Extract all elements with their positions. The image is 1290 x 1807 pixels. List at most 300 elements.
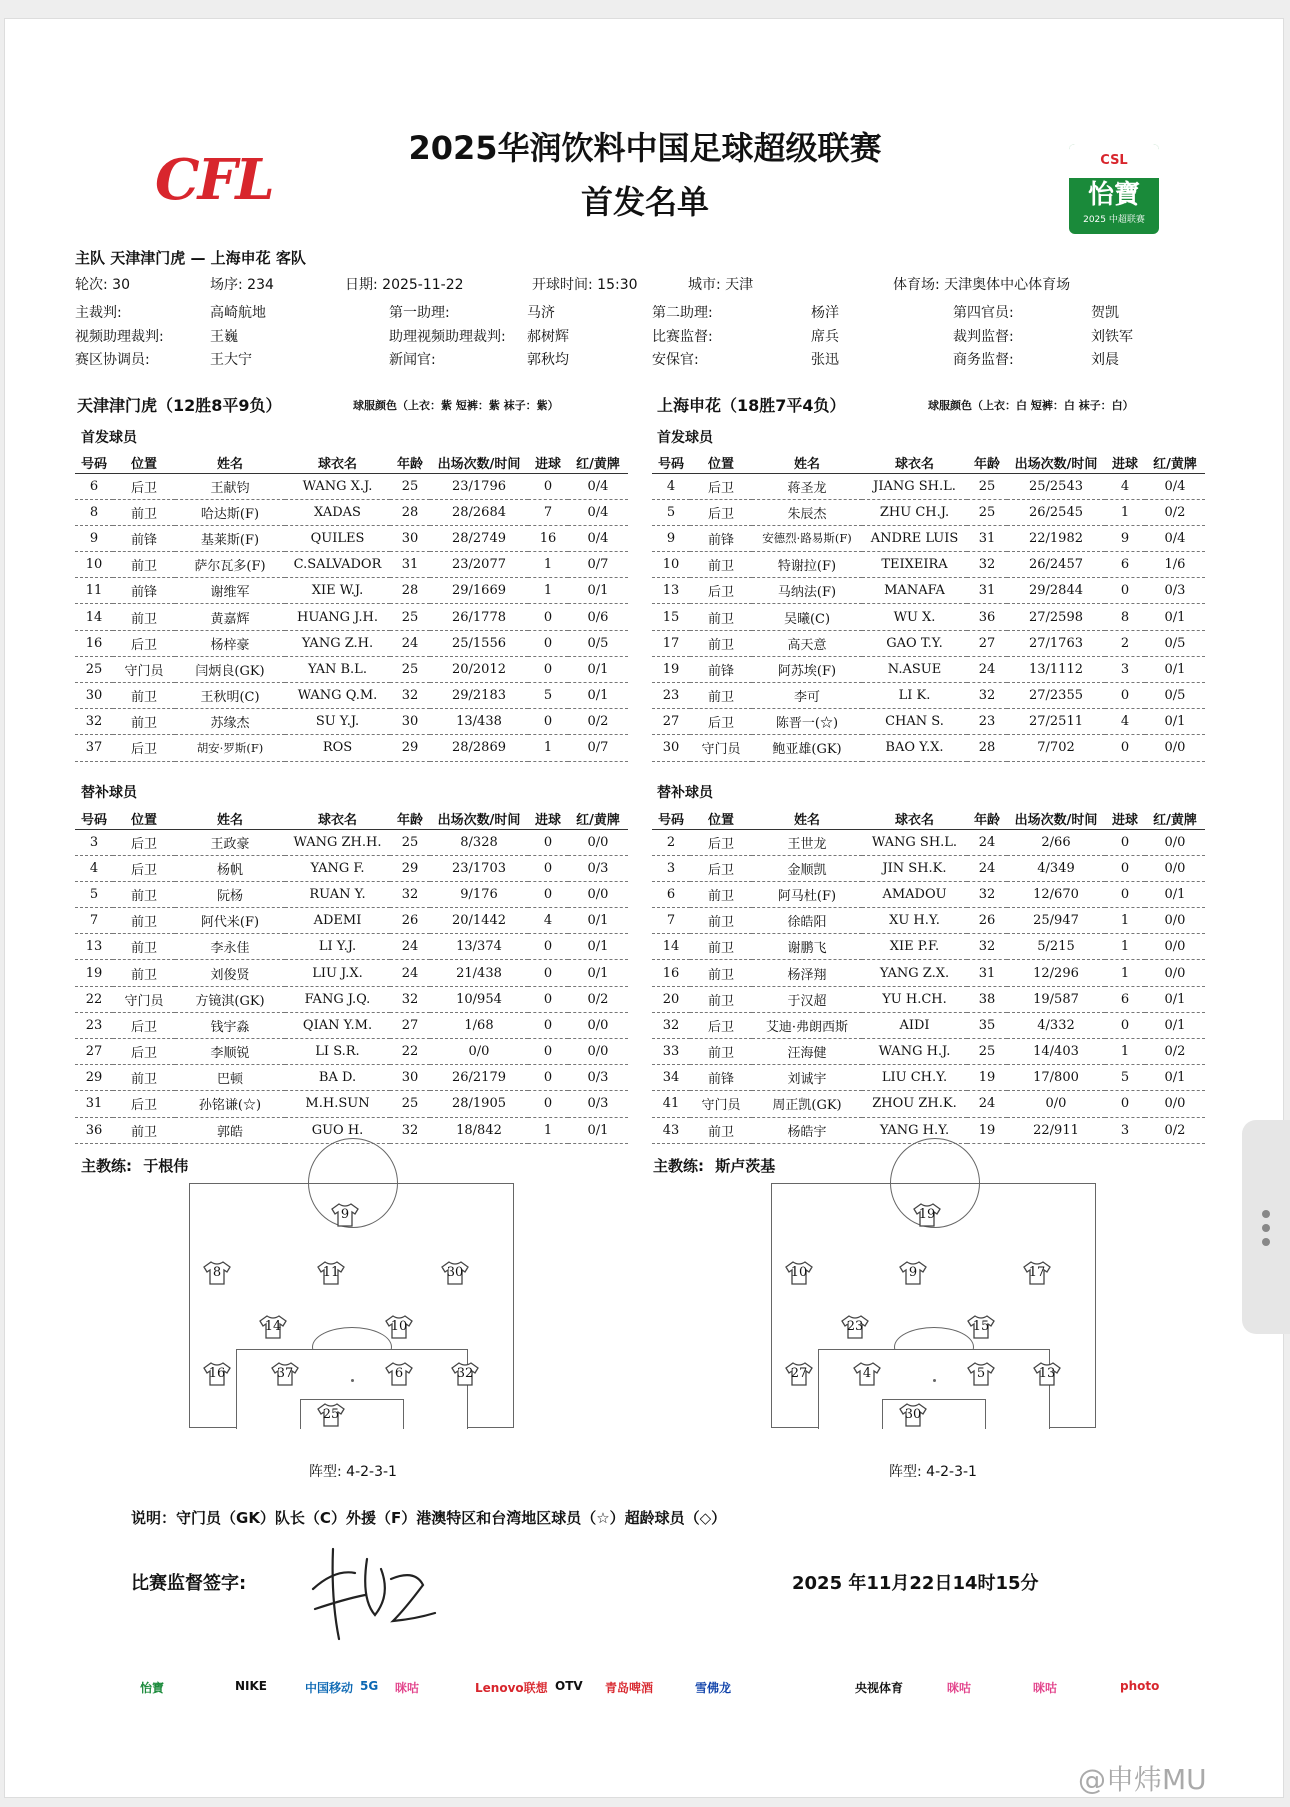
table-cell: 后卫	[113, 855, 175, 881]
table-row	[652, 881, 1205, 907]
table-cell: 2	[652, 829, 690, 855]
table-cell: 29/2183	[430, 683, 528, 709]
table-cell: 基莱斯(F)	[175, 525, 285, 551]
table-header-row	[75, 453, 628, 473]
table-cell: 22	[75, 986, 113, 1012]
table-cell: 0/4	[568, 525, 628, 551]
table-cell: 32	[967, 881, 1007, 907]
table-cell: 8	[1105, 604, 1145, 630]
table-cell: 前卫	[113, 552, 175, 578]
sponsor-logo: NIKE	[235, 1679, 268, 1693]
table-cell: 前卫	[113, 604, 175, 630]
table-cell: 23/1703	[430, 855, 528, 881]
table-cell: 22/911	[1007, 1117, 1105, 1143]
table-cell: 前卫	[690, 881, 752, 907]
table-cell: 周正凯(GK)	[752, 1091, 862, 1117]
table-cell: 16	[528, 525, 568, 551]
table-cell: 前卫	[113, 1117, 175, 1143]
table-cell: CHAN S.	[862, 709, 967, 735]
shirt-number: 23	[846, 1319, 864, 1334]
table-cell: 0	[1105, 683, 1145, 709]
signature-label: 比赛监督签字:	[131, 1573, 247, 1594]
table-cell: 0/1	[568, 960, 628, 986]
signature-datetime: 2025 年11月22日14时15分	[792, 1573, 1039, 1594]
table-row	[652, 1012, 1205, 1038]
table-cell: 前卫	[690, 960, 752, 986]
table-cell: 守门员	[690, 1091, 752, 1117]
shirt-number: 6	[394, 1366, 404, 1381]
table-cell: 26	[967, 908, 1007, 934]
table-cell: 0/1	[568, 1117, 628, 1143]
table-cell: 27	[967, 630, 1007, 656]
table-cell: TEIXEIRA	[862, 552, 967, 578]
official-label: 第一助理:	[389, 305, 450, 321]
cfl-logo: CFL	[155, 147, 273, 213]
kickoff-field: 开球时间: 15:30	[532, 277, 638, 293]
player-shirt-icon	[784, 1260, 814, 1286]
table-cell: 29	[75, 1065, 113, 1091]
table-cell: HUANG J.H.	[285, 604, 390, 630]
table-cell: LI Y.J.	[285, 934, 390, 960]
table-cell: 0	[528, 709, 568, 735]
table-cell: 7	[75, 908, 113, 934]
table-cell: 艾迪·弗朗西斯	[752, 1012, 862, 1038]
table-cell: 0/1	[1145, 709, 1205, 735]
table-cell: 6	[75, 473, 113, 499]
player-shirt-icon	[898, 1260, 928, 1286]
table-cell: 13	[75, 934, 113, 960]
table-cell: 24	[390, 630, 430, 656]
table-cell: 后卫	[690, 1012, 752, 1038]
official-label: 裁判监督:	[953, 329, 1014, 345]
table-cell: 杨皓宇	[752, 1117, 862, 1143]
table-cell: 王秋明(C)	[175, 683, 285, 709]
home-team-heading: 天津津门虎（12胜8平9负）	[77, 396, 282, 415]
table-cell: WANG Q.M.	[285, 683, 390, 709]
table-cell: 后卫	[690, 473, 752, 499]
table-cell: 后卫	[113, 473, 175, 499]
away-starters-label: 首发球员	[657, 430, 713, 446]
official-label: 主裁判:	[75, 305, 122, 321]
table-cell: 0	[528, 934, 568, 960]
table-cell: 5	[1105, 1065, 1145, 1091]
table-row	[75, 630, 628, 656]
table-cell: 0/1	[568, 908, 628, 934]
table-cell: 鲍亚雄(GK)	[752, 735, 862, 761]
table-cell: 36	[967, 604, 1007, 630]
player-shirt-icon	[270, 1361, 300, 1387]
shirt-number: 14	[264, 1319, 282, 1334]
home-formation-label: 阵型: 4-2-3-1	[309, 1464, 397, 1480]
table-row	[652, 578, 1205, 604]
shirt-number: 9	[340, 1207, 350, 1222]
table-cell: ROS	[285, 735, 390, 761]
table-cell: 1	[528, 735, 568, 761]
table-cell: 0	[1105, 1012, 1145, 1038]
away-team-heading: 上海申花（18胜7平4负）	[657, 396, 846, 415]
away-subs-table	[652, 809, 1205, 1144]
player-shirt-icon	[202, 1260, 232, 1286]
table-cell: 1	[528, 1117, 568, 1143]
table-cell: 43	[652, 1117, 690, 1143]
column-header: 球衣名	[862, 809, 967, 829]
table-cell: 0/0	[568, 829, 628, 855]
date-field: 日期: 2025-11-22	[345, 277, 464, 293]
table-cell: 25	[967, 499, 1007, 525]
table-row	[652, 709, 1205, 735]
table-cell: 34	[652, 1065, 690, 1091]
table-cell: 20	[652, 986, 690, 1012]
table-cell: 35	[967, 1012, 1007, 1038]
table-cell: 19/587	[1007, 986, 1105, 1012]
table-cell: 25	[967, 473, 1007, 499]
table-cell: 0	[528, 829, 568, 855]
lineup-sheet	[4, 18, 1284, 1798]
table-cell: AIDI	[862, 1012, 967, 1038]
table-cell: 29	[390, 735, 430, 761]
official-name: 王大宁	[210, 352, 252, 368]
table-cell: 0/1	[1145, 986, 1205, 1012]
table-cell: 6	[652, 881, 690, 907]
table-cell: 杨梓豪	[175, 630, 285, 656]
column-header: 位置	[113, 453, 175, 473]
away-coach: 主教练: 斯卢茨基	[653, 1157, 776, 1175]
table-cell: 守门员	[113, 986, 175, 1012]
sponsor-logo: 青岛啤酒	[605, 1681, 654, 1695]
table-cell: 6	[1105, 552, 1145, 578]
official-label: 助理视频助理裁判:	[389, 329, 506, 345]
column-header: 位置	[690, 453, 752, 473]
official-name: 高崎航地	[210, 305, 266, 321]
table-cell: AMADOU	[862, 881, 967, 907]
table-cell: 19	[967, 1117, 1007, 1143]
table-cell: GAO T.Y.	[862, 630, 967, 656]
table-cell: LI K.	[862, 683, 967, 709]
table-cell: XU H.Y.	[862, 908, 967, 934]
table-cell: 22	[390, 1039, 430, 1065]
table-cell: 32	[390, 683, 430, 709]
table-cell: 王献钧	[175, 473, 285, 499]
table-cell: 30	[390, 709, 430, 735]
official-name: 马济	[527, 305, 555, 321]
table-cell: 29	[390, 855, 430, 881]
away-kit-colors: 球服颜色（上衣：白 短裤：白 袜子：白）	[928, 399, 1134, 412]
home-starters-table	[75, 453, 628, 762]
table-cell: 32	[390, 881, 430, 907]
table-cell: 14	[75, 604, 113, 630]
table-cell: 28	[390, 499, 430, 525]
table-cell: ZHU CH.J.	[862, 499, 967, 525]
shirt-number: 8	[212, 1265, 222, 1280]
sponsor-logo: 央视体育	[855, 1681, 904, 1695]
table-row	[652, 960, 1205, 986]
sponsor-logo: OTV	[555, 1679, 583, 1693]
table-cell: YANG Z.X.	[862, 960, 967, 986]
table-cell: 17	[652, 630, 690, 656]
table-cell: 17/800	[1007, 1065, 1105, 1091]
table-cell: 31	[967, 578, 1007, 604]
table-cell: 守门员	[113, 656, 175, 682]
table-cell: N.ASUE	[862, 656, 967, 682]
page-subtitle: 首发名单	[580, 183, 709, 221]
official-label: 赛区协调员:	[75, 352, 150, 368]
table-cell: 13/374	[430, 934, 528, 960]
table-cell: 4	[528, 908, 568, 934]
table-cell: 3	[1105, 656, 1145, 682]
table-cell: 4	[1105, 473, 1145, 499]
player-shirt-icon	[450, 1361, 480, 1387]
table-row	[652, 683, 1205, 709]
table-cell: 前锋	[113, 578, 175, 604]
shirt-number: 32	[456, 1366, 474, 1381]
official-name: 刘铁军	[1091, 329, 1133, 345]
table-cell: 0	[528, 855, 568, 881]
table-cell: 0/0	[1145, 855, 1205, 881]
table-cell: 前锋	[690, 656, 752, 682]
official-label: 新闻官:	[389, 352, 436, 368]
away-formation-label: 阵型: 4-2-3-1	[889, 1464, 977, 1480]
table-cell: 0	[1105, 829, 1145, 855]
table-row	[652, 604, 1205, 630]
column-header: 姓名	[752, 809, 862, 829]
table-cell: 14	[652, 934, 690, 960]
shirt-number: 4	[862, 1366, 872, 1381]
table-cell: 27/2598	[1007, 604, 1105, 630]
table-cell: 26/2457	[1007, 552, 1105, 578]
table-cell: 0/2	[1145, 1117, 1205, 1143]
table-cell: 刘诚宇	[752, 1065, 862, 1091]
table-cell: 6	[1105, 986, 1145, 1012]
column-header: 姓名	[752, 453, 862, 473]
player-shirt-icon	[202, 1361, 232, 1387]
table-cell: 钱宇淼	[175, 1012, 285, 1038]
shirt-number: 10	[790, 1265, 808, 1280]
table-cell: 0/2	[1145, 499, 1205, 525]
table-row	[75, 604, 628, 630]
table-cell: 0/0	[568, 1012, 628, 1038]
table-cell: 0/1	[568, 934, 628, 960]
table-cell: XADAS	[285, 499, 390, 525]
table-cell: 38	[967, 986, 1007, 1012]
table-cell: YANG F.	[285, 855, 390, 881]
table-cell: 31	[75, 1091, 113, 1117]
home-kit-colors: 球服颜色（上衣：紫 短裤：紫 袜子：紫）	[353, 399, 559, 412]
official-label: 商务监督:	[953, 352, 1014, 368]
column-header: 年龄	[967, 453, 1007, 473]
table-cell: ADEMI	[285, 908, 390, 934]
official-name: 杨洋	[811, 305, 839, 321]
player-shirt-icon	[330, 1202, 360, 1228]
table-cell: 0	[528, 630, 568, 656]
table-cell: YANG H.Y.	[862, 1117, 967, 1143]
shirt-number: 25	[322, 1407, 340, 1422]
watermark: @申炜MU	[1078, 1763, 1207, 1796]
shirt-number: 16	[208, 1366, 226, 1381]
column-header: 出场次数/时间	[1007, 453, 1105, 473]
table-cell: 前卫	[690, 908, 752, 934]
table-cell: 李永佳	[175, 934, 285, 960]
table-cell: 13	[652, 578, 690, 604]
table-cell: 25	[75, 656, 113, 682]
table-cell: 吴曦(C)	[752, 604, 862, 630]
table-cell: 7	[528, 499, 568, 525]
table-cell: 24	[967, 855, 1007, 881]
table-cell: 0/1	[1145, 604, 1205, 630]
table-cell: JIANG SH.L.	[862, 473, 967, 499]
csl-logo: CSL 怡寶 2025 中超联赛	[1069, 144, 1159, 234]
table-cell: 23	[652, 683, 690, 709]
sponsor-logo: 咪咕	[395, 1681, 420, 1695]
player-shirt-icon	[966, 1361, 996, 1387]
table-cell: 高天意	[752, 630, 862, 656]
table-cell: 31	[390, 552, 430, 578]
player-shirt-icon	[784, 1361, 814, 1387]
table-cell: 1	[1105, 908, 1145, 934]
table-cell: 0	[528, 604, 568, 630]
table-cell: 32	[967, 683, 1007, 709]
table-cell: 0	[1105, 578, 1145, 604]
table-cell: 前卫	[113, 499, 175, 525]
table-cell: 0/1	[568, 683, 628, 709]
table-cell: LIU J.X.	[285, 960, 390, 986]
table-cell: 萨尔瓦多(F)	[175, 552, 285, 578]
table-cell: 苏缘杰	[175, 709, 285, 735]
official-label: 第四官员:	[953, 305, 1014, 321]
table-cell: 于汉超	[752, 986, 862, 1012]
table-cell: 前卫	[113, 934, 175, 960]
table-row	[75, 656, 628, 682]
table-row	[652, 829, 1205, 855]
table-row	[652, 473, 1205, 499]
table-cell: 23/2077	[430, 552, 528, 578]
table-cell: 0/0	[568, 881, 628, 907]
table-cell: 0/0	[1145, 908, 1205, 934]
shirt-number: 19	[918, 1207, 936, 1222]
table-cell: GUO H.	[285, 1117, 390, 1143]
table-cell: 8	[75, 499, 113, 525]
table-cell: 后卫	[113, 630, 175, 656]
table-cell: 4/349	[1007, 855, 1105, 881]
official-name: 席兵	[811, 329, 839, 345]
player-shirt-icon	[440, 1260, 470, 1286]
column-header: 球衣名	[862, 453, 967, 473]
shirt-number: 30	[446, 1265, 464, 1280]
city-field: 城市: 天津	[688, 277, 754, 293]
home-starters-label: 首发球员	[81, 430, 137, 446]
table-cell: 后卫	[690, 578, 752, 604]
table-cell: BAO Y.X.	[862, 735, 967, 761]
table-cell: 28/2869	[430, 735, 528, 761]
table-cell: 1	[1105, 934, 1145, 960]
table-cell: 杨帆	[175, 855, 285, 881]
table-cell: 22/1982	[1007, 525, 1105, 551]
table-cell: 马纳法(F)	[752, 578, 862, 604]
table-cell: YAN B.L.	[285, 656, 390, 682]
table-row	[75, 499, 628, 525]
table-cell: 31	[967, 525, 1007, 551]
player-shirt-icon	[1032, 1361, 1062, 1387]
table-cell: 4	[652, 473, 690, 499]
table-cell: 21/438	[430, 960, 528, 986]
table-row	[75, 1039, 628, 1065]
table-cell: 0	[528, 1065, 568, 1091]
table-cell: 26/1778	[430, 604, 528, 630]
table-cell: 汪海健	[752, 1039, 862, 1065]
table-cell: 20/1442	[430, 908, 528, 934]
legend-note: 说明：守门员（GK）队长（C）外援（F）港澳特区和台湾地区球员（☆）超龄球员（◇）	[131, 1509, 727, 1527]
table-cell: 阿马杜(F)	[752, 881, 862, 907]
table-cell: 李可	[752, 683, 862, 709]
table-cell: 前卫	[113, 683, 175, 709]
table-cell: 25	[390, 829, 430, 855]
table-cell: 0/3	[1145, 578, 1205, 604]
official-name: 郝树辉	[527, 329, 569, 345]
table-cell: 0	[1105, 1091, 1145, 1117]
table-cell: 5	[652, 499, 690, 525]
sponsor-logo: 咪咕	[1033, 1681, 1058, 1695]
table-cell: 7/702	[1007, 735, 1105, 761]
table-cell: WANG SH.L.	[862, 829, 967, 855]
table-cell: YU H.CH.	[862, 986, 967, 1012]
official-label: 安保官:	[652, 352, 699, 368]
table-row	[75, 683, 628, 709]
table-cell: 5/215	[1007, 934, 1105, 960]
table-row	[75, 881, 628, 907]
table-cell: 28/2684	[430, 499, 528, 525]
player-shirt-icon	[912, 1202, 942, 1228]
table-cell: WANG H.J.	[862, 1039, 967, 1065]
table-cell: 1	[1105, 1039, 1145, 1065]
table-cell: 前锋	[690, 1065, 752, 1091]
table-cell: XIE W.J.	[285, 578, 390, 604]
table-cell: 30	[390, 1065, 430, 1091]
table-cell: 0	[528, 960, 568, 986]
table-cell: 前卫	[690, 604, 752, 630]
table-cell: 24	[967, 829, 1007, 855]
table-cell: 3	[1105, 1117, 1145, 1143]
table-cell: 41	[652, 1091, 690, 1117]
table-cell: 0/0	[1145, 934, 1205, 960]
table-cell: 28	[390, 578, 430, 604]
table-cell: 28	[967, 735, 1007, 761]
table-cell: 前卫	[690, 552, 752, 578]
table-cell: 0/6	[568, 604, 628, 630]
table-cell: 1	[1105, 960, 1145, 986]
table-cell: 18/842	[430, 1117, 528, 1143]
official-label: 比赛监督:	[652, 329, 713, 345]
table-cell: 28/2749	[430, 525, 528, 551]
scroll-handle[interactable]	[1242, 1120, 1290, 1334]
table-cell: 前卫	[113, 881, 175, 907]
table-cell: 0	[528, 1012, 568, 1038]
table-cell: 30	[652, 735, 690, 761]
table-row	[652, 552, 1205, 578]
table-cell: 0/1	[1145, 656, 1205, 682]
table-row	[75, 829, 628, 855]
column-header: 年龄	[390, 453, 430, 473]
table-row	[75, 709, 628, 735]
table-cell: 30	[390, 525, 430, 551]
table-cell: 5	[528, 683, 568, 709]
table-cell: 20/2012	[430, 656, 528, 682]
home-coach: 主教练: 于根伟	[81, 1157, 189, 1175]
table-cell: 后卫	[113, 1091, 175, 1117]
table-cell: 27/2355	[1007, 683, 1105, 709]
column-header: 球衣名	[285, 809, 390, 829]
shirt-number: 15	[972, 1319, 990, 1334]
official-name: 王巍	[210, 329, 238, 345]
table-row	[75, 908, 628, 934]
